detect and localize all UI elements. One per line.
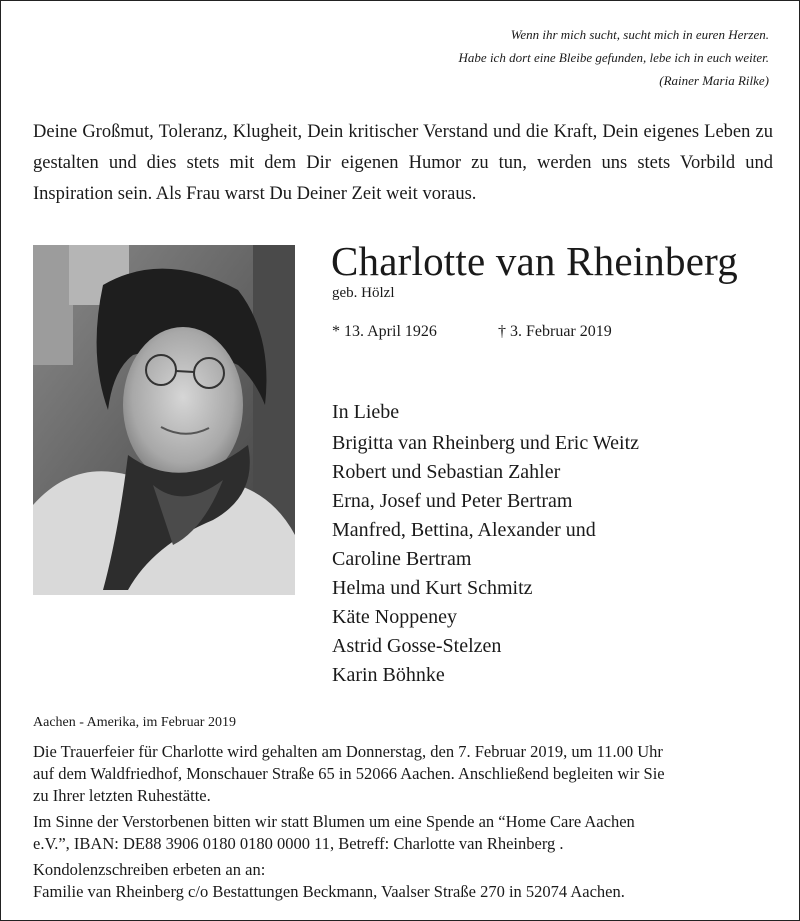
donation-line: Im Sinne der Verstorbenen bitten wir statt Blumen um eine Spende an “Home Care Aachen <box>33 812 635 831</box>
mourner-name: Robert und Sebastian Zahler <box>332 461 561 483</box>
rilke-quote <box>459 23 769 92</box>
quote-line-2: Habe ich dort eine Bleibe gefunden, lebe ich in euch weiter. <box>458 50 769 65</box>
mourner-name: Caroline Bertram <box>332 548 472 570</box>
place-and-date: Aachen - Amerika, im Februar 2019 <box>33 715 236 730</box>
mourners-heading: In Liebe <box>332 401 400 423</box>
birth-date: * 13. April 1926 <box>332 323 437 340</box>
funeral-line: Die Trauerfeier für Charlotte wird gehalten am Donnerstag, den 7. Februar 2019, um 11.00 Uhr <box>33 742 663 761</box>
mourner-name: Brigitta van Rheinberg und Eric Weitz <box>332 432 640 454</box>
deceased-name: Charlotte van Rheinberg <box>331 238 738 284</box>
donation-line: e.V.”, IBAN: DE88 3906 0180 0180 0000 11, Betreff: Charlotte van Rheinberg . <box>33 834 564 853</box>
mourner-name: Karin Böhnke <box>332 664 445 686</box>
funeral-line: zu Ihrer letzten Ruhestätte. <box>33 786 211 805</box>
condolence-line: Kondolenzschreiben erbeten an an: <box>33 860 266 879</box>
mourner-name: Astrid Gosse-Stelzen <box>332 635 502 657</box>
donation-paragraph <box>33 811 775 855</box>
funeral-line: auf dem Waldfriedhof, Monschauer Straße 65 in 52066 Aachen. Anschließend begleiten wir Sie <box>33 764 665 783</box>
condolence-line: Familie van Rheinberg c/o Bestattungen Beckmann, Vaalser Straße 270 in 52074 Aachen. <box>33 882 625 901</box>
death-date: † 3. Februar 2019 <box>498 323 612 340</box>
funeral-details <box>33 741 775 907</box>
mourner-name: Käte Noppeney <box>332 606 457 628</box>
mourners-list <box>332 398 639 690</box>
condolence-paragraph <box>33 859 775 903</box>
funeral-paragraph <box>33 741 775 807</box>
portrait-photo <box>33 245 295 595</box>
birth-name: geb. Hölzl <box>332 285 395 301</box>
intro-paragraph: Deine Großmut, Toleranz, Klugheit, Dein kritischer Verstand und die Kraft, Dein eigenes Leben zu gestalten und dies stets mit dem Dir eigenen Humor zu tun, werden uns stets Vorbild und Inspiration sein. Als Frau warst Du Deiner Zeit weit voraus. <box>33 122 773 204</box>
mourner-name: Erna, Josef und Peter Bertram <box>332 490 573 512</box>
mourner-name: Helma und Kurt Schmitz <box>332 577 533 599</box>
quote-line-1: Wenn ihr mich sucht, sucht mich in euren Herzen. <box>510 27 769 42</box>
mourner-name: Manfred, Bettina, Alexander und <box>332 519 596 541</box>
quote-author: (Rainer Maria Rilke) <box>659 73 769 88</box>
